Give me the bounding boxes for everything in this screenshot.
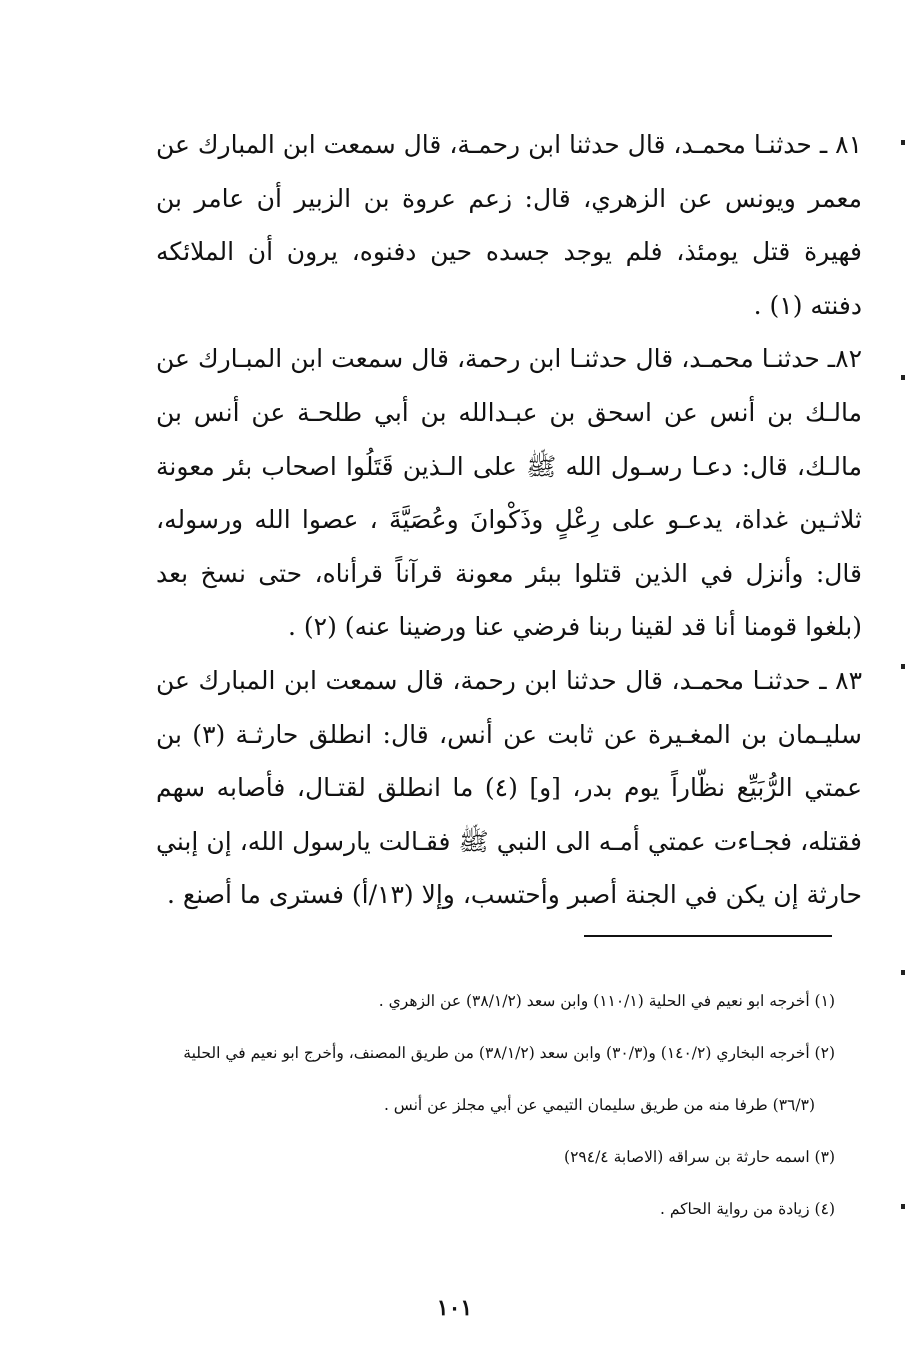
footnotes-block [150, 990, 835, 1250]
margin-mark [901, 140, 905, 145]
footnote-4: (٤) زيادة من رواية الحاكم . [660, 1200, 835, 1218]
hadith-81: ٨١ ـ حدثنـا محمـد، قال حدثنا ابن رحمـة، قال سمعت ابن المبارك عن معمر ويونس عن الزهري، قال: زعم عروة بن الزبير أن عامر بن فهيرة قتل يومئذ، فلم يوجد جسده حين دفنوه، يرون أن الملائكه دفنته (١) . [156, 130, 862, 320]
hadith-83: ٨٣ ـ حدثنـا محمـد، قال حدثنا ابن رحمة، قال سمعت ابن المبارك عن سليـمان بن المغـيرة عن ثابت عن أنس، قال: انطلق حارثـة (٣) بن عمتي الرُّبَيِّع نظّاراً يوم بدر، [و] (٤) ما انطلق لقتـال، فأصابه سهم فقتله، فجـاءت عمتي أمـه الى النبي ﷺ فقـالت يارسول الله، إن إبني حارثة إن يكن في الجنة أصبر وأحتسب، وإلا (١٣/أ) فسترى ما أصنع . [156, 665, 862, 910]
footnote-3: (٣) اسمه حارثة بن سراقه (الاصابة ٢٩٤/٤) [564, 1148, 835, 1166]
footnote-2-continuation: (٣٦/٣) طرفا منه من طريق سليمان التيمي عن أبي مجلز عن أنس . [383, 1096, 815, 1114]
footnote-2: (٢) أخرجه البخاري (١٤٠/٢) و(٣٠/٣) وابن سعد (٣٨/١/٢) من طريق المصنف، وأخرج ابو نعيم في الحلية [183, 1044, 835, 1062]
margin-mark [901, 970, 905, 975]
margin-mark [901, 664, 905, 669]
footnote-1: (١) أخرجه ابو نعيم في الحلية (١١٠/١) وابن سعد (٣٨/١/٢) عن الزهري . [378, 992, 835, 1010]
margin-mark [901, 1204, 905, 1209]
footnote-separator [584, 935, 832, 937]
page-number: ١٠١ [436, 1295, 473, 1321]
hadith-82: ٨٢ـ حدثنـا محمـد، قال حدثنـا ابن رحمة، قال سمعت ابن المبـارك عن مالـك بن أنس عن اسحق بن عبـدالله بن أبي طلحـة عن أنس بن مالـك، قال: دعـا رسـول الله ﷺ على الـذين قَتَلُوا اصحاب بئر معونة ثلاثـين غداة، يدعـو على رِعْلٍ وذَكْوانَ وعُصَيَّةَ ، عصوا الله ورسوله، قال: وأنزل في الذين قتلوا ببئر معونة قرآناً قرأناه، حتى نسخ بعد (بلغوا قومنا أنا قد لقينا ربنا فرضي عنا ورضينا عنه) (٢) . [156, 344, 862, 642]
hadith-text-block [156, 118, 862, 922]
margin-mark [901, 375, 905, 380]
